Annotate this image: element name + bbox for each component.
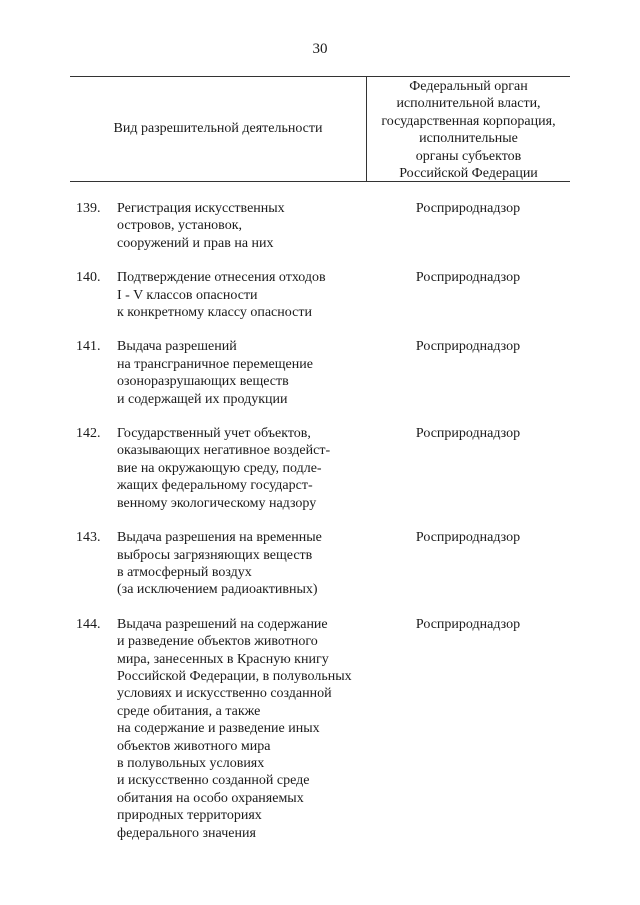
header-authority-line: Российской Федерации — [399, 166, 538, 182]
row-activity-line: Российской Федерации, в полувольных — [117, 668, 352, 684]
table-row — [70, 529, 570, 599]
table-header — [70, 76, 570, 182]
table-row — [70, 616, 570, 842]
row-agency: Росприроднадзор — [415, 339, 521, 355]
header-authority-line: органы субъектов — [415, 148, 522, 164]
header-authority-line: исполнительные — [419, 131, 518, 147]
row-activity-line: оказывающих негативное воздейст- — [117, 443, 331, 459]
table-body — [70, 200, 570, 859]
row-number: 141. — [76, 339, 101, 355]
table-row — [70, 200, 570, 252]
header-authority-line: исполнительной власти, — [396, 96, 541, 112]
row-activity-line: среде обитания, а также — [117, 703, 261, 719]
header-activity-type: Вид разрешительной деятельности — [113, 121, 323, 136]
row-activity-line: жащих федеральному государст- — [117, 478, 313, 494]
row-number: 142. — [76, 426, 101, 442]
table-row — [70, 425, 570, 512]
row-activity — [117, 269, 367, 321]
row-activity — [117, 616, 367, 842]
row-agency: Росприроднадзор — [415, 426, 521, 442]
row-activity-line: и разведение объектов животного — [117, 634, 318, 650]
row-activity — [117, 425, 367, 512]
row-activity-line: Государственный учет объектов, — [117, 426, 311, 442]
row-agency: Росприроднадзор — [415, 616, 521, 632]
row-activity-line: условиях и искусственно созданной — [117, 686, 332, 702]
row-activity-line: федерального значения — [117, 825, 256, 841]
row-activity-line: Выдача разрешения на временные — [117, 530, 322, 546]
row-activity-line: мира, занесенных в Красную книгу — [117, 651, 329, 667]
row-activity-line: к конкретному классу опасности — [117, 305, 312, 321]
row-activity-line: и содержащей их продукции — [117, 391, 288, 407]
row-activity-line: (за исключением радиоактивных) — [117, 582, 318, 598]
table-row — [70, 338, 570, 408]
header-authority — [367, 78, 570, 182]
row-activity-line: островов, установок, — [117, 218, 243, 234]
row-activity-line: и искусственно созданной среде — [117, 773, 310, 789]
row-activity-line: венному экологическому надзору — [117, 495, 317, 511]
row-activity — [117, 338, 367, 408]
row-activity-line: вие на окружающую среду, подле- — [117, 460, 322, 476]
row-number: 140. — [76, 270, 101, 286]
row-number: 144. — [76, 616, 101, 632]
table-row — [70, 269, 570, 321]
row-activity-line: в атмосферный воздух — [117, 564, 252, 580]
row-activity-line: Подтверждение отнесения отходов — [117, 270, 326, 286]
row-activity-line: выбросы загрязняющих веществ — [117, 547, 313, 563]
row-agency: Росприроднадзор — [415, 270, 521, 286]
row-agency: Росприроднадзор — [415, 530, 521, 546]
header-authority-line: государственная корпорация, — [381, 113, 556, 129]
row-activity-line: природных территориях — [117, 808, 262, 824]
row-activity-line: на содержание и разведение иных — [117, 721, 320, 737]
row-activity-line: обитания на особо охраняемых — [117, 790, 304, 806]
page-number: 30 — [312, 41, 328, 57]
row-number: 143. — [76, 530, 101, 546]
row-activity-line: Регистрация искусственных — [117, 201, 285, 216]
row-activity-line: в полувольных условиях — [117, 755, 265, 771]
row-activity-line: объектов животного мира — [117, 738, 271, 754]
header-authority-line: Федеральный орган — [409, 79, 528, 94]
row-activity-line: озоноразрушающих веществ — [117, 374, 289, 390]
row-activity-line: I - V классов опасности — [117, 287, 258, 303]
row-agency: Росприроднадзор — [415, 201, 521, 216]
row-activity-line: Выдача разрешений на содержание — [117, 616, 328, 632]
row-activity — [117, 200, 367, 252]
row-activity — [117, 529, 367, 599]
row-activity-line: Выдача разрешений — [117, 339, 237, 355]
row-activity-line: на трансграничное перемещение — [117, 356, 313, 372]
row-number: 139. — [76, 201, 101, 216]
row-activity-line: сооружений и прав на них — [117, 235, 274, 251]
